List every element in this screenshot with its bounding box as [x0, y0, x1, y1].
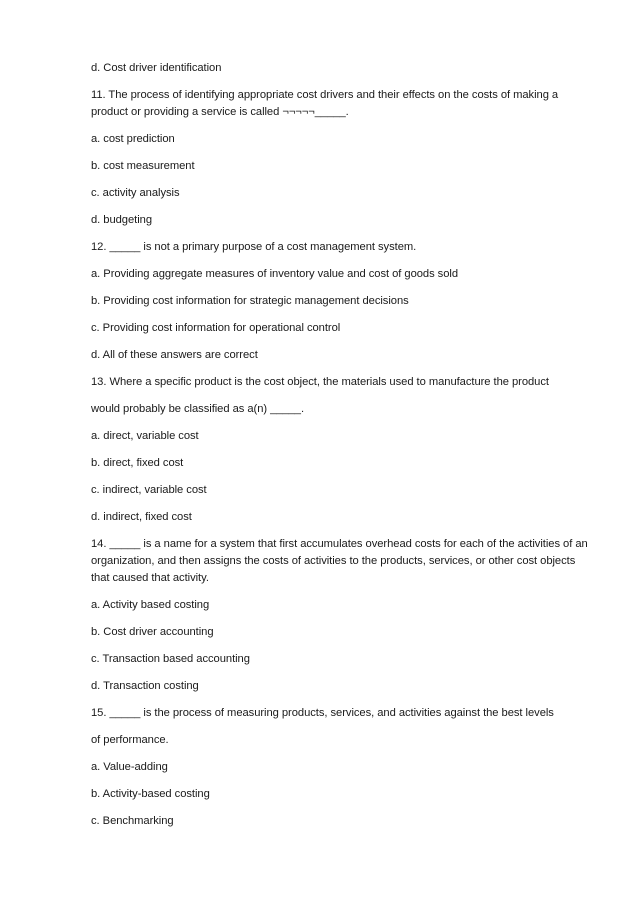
option-c-q15: c. Benchmarking: [91, 815, 174, 827]
option-a-q12: a. Providing aggregate measures of inventory value and cost of goods sold: [91, 268, 459, 280]
option-d-q11: d. budgeting: [91, 214, 152, 226]
option-b-q11: b. cost measurement: [91, 160, 195, 172]
option-b-q12: b. Providing cost information for strategic management decisions: [91, 295, 409, 307]
option-c-q11: c. activity analysis: [91, 187, 180, 199]
option-c-q12: c. Providing cost information for operational control: [91, 322, 341, 334]
option-b-q13: b. direct, fixed cost: [91, 457, 184, 469]
question-12: 12. _____ is not a primary purpose of a cost management system.: [91, 241, 417, 253]
option-d-q10: d. Cost driver identification: [91, 62, 222, 74]
question-14: 14. _____ is a name for a system that first accumulates overhead costs for each of the activities of an organization, and then assigns the costs of activities to the products, services, or other cost objects that caused that activity.: [91, 538, 588, 584]
option-d-q14: d. Transaction costing: [91, 680, 199, 692]
option-d-q12: d. All of these answers are correct: [91, 349, 258, 361]
option-d-q13: d. indirect, fixed cost: [91, 511, 192, 523]
document-body: [91, 60, 596, 840]
option-a-q14: a. Activity based costing: [91, 599, 210, 611]
question-13-line-1: 13. Where a specific product is the cost object, the materials used to manufacture the product: [91, 376, 549, 388]
option-b-q14: b. Cost driver accounting: [91, 626, 214, 638]
option-b-q15: b. Activity-based costing: [91, 788, 210, 800]
option-a-q11: a. cost prediction: [91, 133, 175, 145]
question-15-line-2: of performance.: [91, 734, 169, 746]
question-11: 11. The process of identifying appropriate cost drivers and their effects on the costs of making a product or providing a service is called ¬¬¬¬¬_____.: [91, 89, 559, 118]
option-a-q15: a. Value-adding: [91, 761, 168, 773]
option-a-q13: a. direct, variable cost: [91, 430, 199, 442]
option-c-q14: c. Transaction based accounting: [91, 653, 250, 665]
option-c-q13: c. indirect, variable cost: [91, 484, 207, 496]
question-13-line-2: would probably be classified as a(n) _____.: [91, 403, 305, 415]
question-15-line-1: 15. _____ is the process of measuring products, services, and activities against the best levels: [91, 707, 554, 719]
